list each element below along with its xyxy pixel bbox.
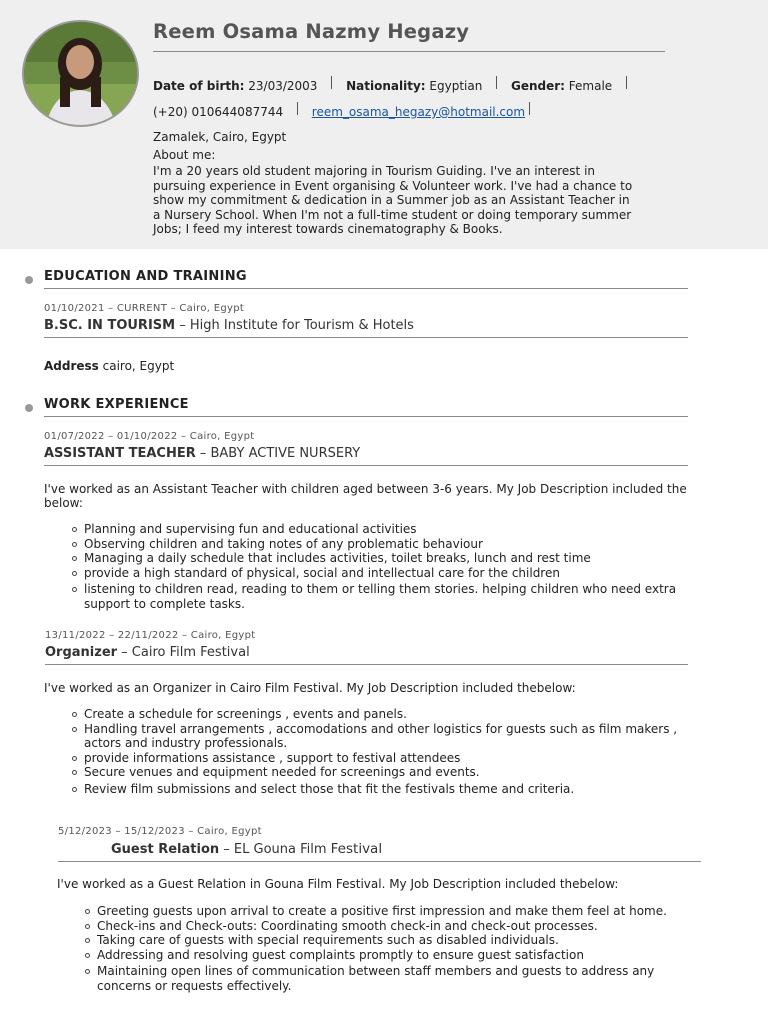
about-text: I'm a 20 years old student majoring in Tourism Guiding. I've an interest in pursuing experience in Event organising & Volunteer work. I've had a chance to show my commitment & dedication in a Summer job as an Assistant Teacher in a Nursery School. When I'm not a full-time student or doing temporary summer Jobs; I feed my interest towards cinematography & Books. <box>153 164 633 236</box>
profile-photo-image <box>24 22 137 125</box>
profile-photo <box>22 20 139 127</box>
job-role: ASSISTANT TEACHER <box>44 446 196 461</box>
gender-value: Female <box>568 79 613 93</box>
gender-label: Gender: <box>510 79 565 93</box>
list-item: Planning and supervising fun and educational activities <box>68 522 678 537</box>
list-item: Taking care of guests with special requirements such as disabled individuals. <box>81 933 691 948</box>
contact-row <box>153 105 540 119</box>
phone-number: (+20) 010644087744 <box>153 105 284 119</box>
divider <box>297 102 298 115</box>
job-meta: 01/07/2022 – 01/10/2022 – Cairo, Egypt <box>44 431 255 442</box>
list-item: Review film submissions and select those that fit the festivals theme and criteria. <box>68 782 678 797</box>
dob-label: Date of birth: <box>153 79 245 93</box>
job-role: Guest Relation <box>111 842 220 857</box>
about-label: About me: <box>153 148 216 162</box>
nationality-value: Egyptian <box>429 79 483 93</box>
job-intro: I've worked as a Guest Relation in Gouna Film Festival. My Job Description included thebelow: <box>57 877 619 891</box>
email-link[interactable]: reem_osama_hegazy@hotmail.com <box>311 105 526 119</box>
job-intro: I've worked as an Assistant Teacher with children aged between 3-6 years. My Job Description included the below: <box>44 482 687 510</box>
job-duties-list <box>68 522 678 612</box>
candidate-name: Reem Osama Nazmy Hegazy <box>153 20 665 52</box>
profile-header <box>0 0 768 249</box>
job-title <box>58 841 701 862</box>
divider <box>331 76 332 89</box>
list-item: Handling travel arrangements , accomodations and other logistics for guests such as film makers , actors and industry professionals. <box>68 722 678 751</box>
job-meta: 5/12/2023 – 15/12/2023 – Cairo, Egypt <box>58 826 262 837</box>
list-item: Greeting guests upon arrival to create a positive first impression and make them feel at home. <box>81 904 691 919</box>
job-title <box>44 446 688 466</box>
job-intro: I've worked as an Organizer in Cairo Film Festival. My Job Description included thebelow: <box>44 681 576 695</box>
institution-name: – High Institute for Tourism & Hotels <box>175 318 414 333</box>
section-bullet <box>25 404 33 412</box>
list-item: provide informations assistance , support to festival attendees <box>68 751 678 766</box>
list-item: Create a schedule for screenings , events and panels. <box>68 707 678 722</box>
list-item: Maintaining open lines of communication between staff members and guests to address any concerns or requests effectively. <box>81 964 691 993</box>
job-meta: 13/11/2022 – 22/11/2022 – Cairo, Egypt <box>45 630 256 641</box>
home-address: Zamalek, Cairo, Egypt <box>153 130 287 144</box>
list-item: Managing a daily schedule that includes activities, toilet breaks, lunch and rest time <box>68 551 678 566</box>
section-title-work: WORK EXPERIENCE <box>44 397 688 417</box>
divider <box>496 76 497 89</box>
job-duties-list <box>81 904 691 994</box>
personal-info-row <box>153 79 637 93</box>
list-item: Check-ins and Check-outs: Coordinating smooth check-in and check-out processes. <box>81 919 691 934</box>
job-organization: – Cairo Film Festival <box>117 645 250 660</box>
address-value: cairo, Egypt <box>98 359 175 373</box>
list-item: Observing children and taking notes of any problematic behaviour <box>68 537 678 552</box>
section-bullet <box>25 276 33 284</box>
section-title-education: EDUCATION AND TRAINING <box>44 269 688 289</box>
job-duties-list <box>68 707 678 797</box>
education-address <box>44 359 174 373</box>
job-organization: – EL Gouna Film <box>219 842 331 857</box>
job-role: Organizer <box>45 645 118 660</box>
dob-value: 23/03/2003 <box>248 79 318 93</box>
list-item: listening to children read, reading to them or telling them stories. helping children who need extra support to complete tasks. <box>68 582 678 611</box>
divider <box>529 102 530 115</box>
degree-name: B.SC. IN TOURISM <box>44 318 176 333</box>
education-meta: 01/10/2021 – CURRENT – Cairo, Egypt <box>44 303 245 314</box>
job-title <box>45 645 688 665</box>
divider <box>626 76 627 89</box>
list-item: provide a high standard of physical, social and intellectual care for the children <box>68 566 678 581</box>
list-item: Addressing and resolving guest complaints promptly to ensure guest satisfaction <box>81 948 691 963</box>
address-label: Address <box>44 359 99 373</box>
nationality-label: Nationality: <box>346 79 426 93</box>
education-title <box>44 318 688 338</box>
job-organization-tail: Festival <box>330 841 383 857</box>
list-item: Secure venues and equipment needed for screenings and events. <box>68 765 678 780</box>
job-organization: – BABY ACTIVE NURSERY <box>195 446 361 461</box>
